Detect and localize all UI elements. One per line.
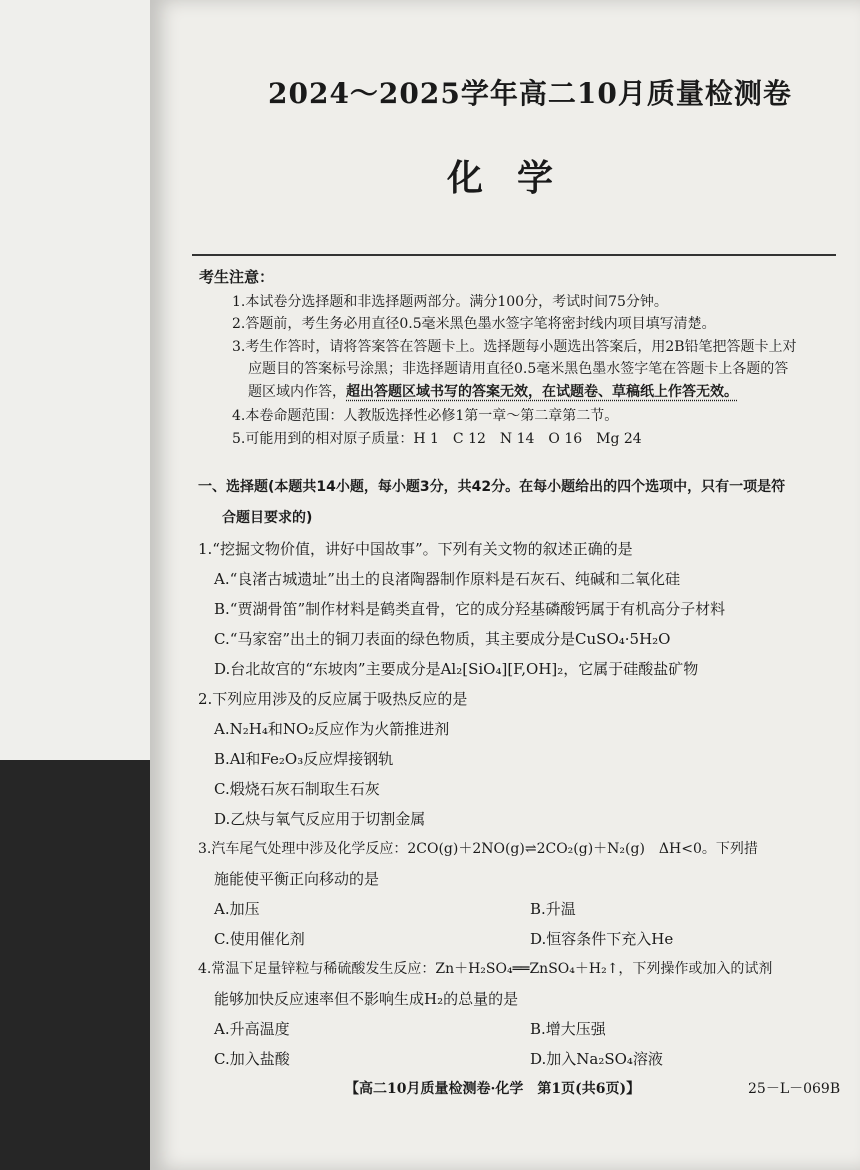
subject-title: 化学 bbox=[447, 157, 588, 199]
q4-option-c: C.加入盐酸 bbox=[214, 1050, 290, 1068]
notice-heading: 考生注意： bbox=[199, 268, 275, 286]
q3-stem: 3.汽车尾气处理中涉及化学反应：2CO(g)＋2NO(g)⇌2CO₂(g)＋N₂(g) ΔH<0。下列措 bbox=[198, 841, 758, 857]
q1-option-d: D.台北故宫的“东坡肉”主要成分是Al₂[SiO₄][F,OH]₂，它属于硅酸盐矿物 bbox=[214, 660, 699, 678]
notice-item-3-cont2 bbox=[248, 381, 738, 401]
notice-item-3: 3.考生作答时，请将答案答在答题卡上。选择题每小题选出答案后，用2B铅笔把答题卡上对 bbox=[232, 339, 797, 355]
q3-option-b: B.升温 bbox=[530, 900, 576, 918]
q1-option-b: B.“贾湖骨笛”制作材料是鹤类直骨，它的成分羟基磷酸钙属于有机高分子材料 bbox=[214, 600, 726, 618]
q4-stem-cont: 能够加快反应速率但不影响生成H₂的总量的是 bbox=[214, 990, 519, 1008]
section-heading: 一、选择题(本题共14小题，每小题3分，共42分。在每小题给出的四个选项中，只有一项是符 bbox=[198, 479, 786, 495]
notice-item-1: 1.本试卷分选择题和非选择题两部分。满分100分，考试时间75分钟。 bbox=[232, 294, 668, 310]
q2-stem: 2.下列应用涉及的反应属于吸热反应的是 bbox=[198, 690, 468, 708]
page-footer: 【高二10月质量检测卷·化学 第1页(共6页)】 bbox=[345, 1081, 641, 1097]
notice-item-5: 5.可能用到的相对原子质量：H 1 C 12 N 14 O 16 Mg 24 bbox=[232, 431, 642, 447]
q1-option-a: A.“良渚古城遗址”出土的良渚陶器制作原料是石灰石、纯碱和二氧化硅 bbox=[214, 570, 680, 588]
dark-background bbox=[0, 760, 150, 1170]
q4-option-a: A.升高温度 bbox=[214, 1020, 290, 1038]
q3-option-a: A.加压 bbox=[214, 900, 260, 918]
notice-item-4: 4.本卷命题范围：人教版选择性必修1第一章～第二章第二节。 bbox=[232, 408, 619, 424]
q3-option-c: C.使用催化剂 bbox=[214, 930, 305, 948]
paper-code: 25－L－069B bbox=[748, 1081, 841, 1097]
q4-option-b: B.增大压强 bbox=[530, 1020, 606, 1038]
exam-title: 2024～2025学年高二10月质量检测卷 bbox=[268, 77, 792, 110]
q3-option-d: D.恒容条件下充入He bbox=[530, 930, 674, 948]
divider-line bbox=[192, 254, 836, 256]
q2-option-d: D.乙炔与氧气反应用于切割金属 bbox=[214, 810, 426, 828]
q4-option-d: D.加入Na₂SO₄溶液 bbox=[530, 1050, 663, 1068]
section-heading-cont: 合题目要求的) bbox=[222, 510, 313, 526]
q2-option-b: B.Al和Fe₂O₃反应焊接钢轨 bbox=[214, 750, 394, 768]
left-margin bbox=[0, 0, 150, 1170]
q2-option-c: C.煅烧石灰石制取生石灰 bbox=[214, 780, 380, 798]
q3-stem-cont: 施能使平衡正向移动的是 bbox=[214, 870, 380, 888]
notice-warning: 超出答题区域书写的答案无效，在试题卷、草稿纸上作答无效。 bbox=[346, 384, 738, 400]
q2-option-a: A.N₂H₄和NO₂反应作为火箭推进剂 bbox=[214, 720, 450, 738]
q4-stem: 4.常温下足量锌粒与稀硫酸发生反应：Zn＋H₂SO₄══ZnSO₄＋H₂↑，下列操作或加入的试剂 bbox=[198, 961, 773, 977]
notice-item-2: 2.答题前，考生务必用直径0.5毫米黑色墨水签字笔将密封线内项目填写清楚。 bbox=[232, 316, 716, 332]
q1-option-c: C.“马家窑”出土的铜刀表面的绿色物质，其主要成分是CuSO₄·5H₂O bbox=[214, 630, 671, 648]
notice-item-3-tail: 题区域内作答， bbox=[248, 384, 346, 400]
notice-item-3-cont: 应题目的答案标号涂黑；非选择题请用直径0.5毫米黑色墨水签字笔在答题卡上各题的答 bbox=[248, 361, 789, 377]
q1-stem: 1.“挖掘文物价值，讲好中国故事”。下列有关文物的叙述正确的是 bbox=[198, 540, 633, 558]
